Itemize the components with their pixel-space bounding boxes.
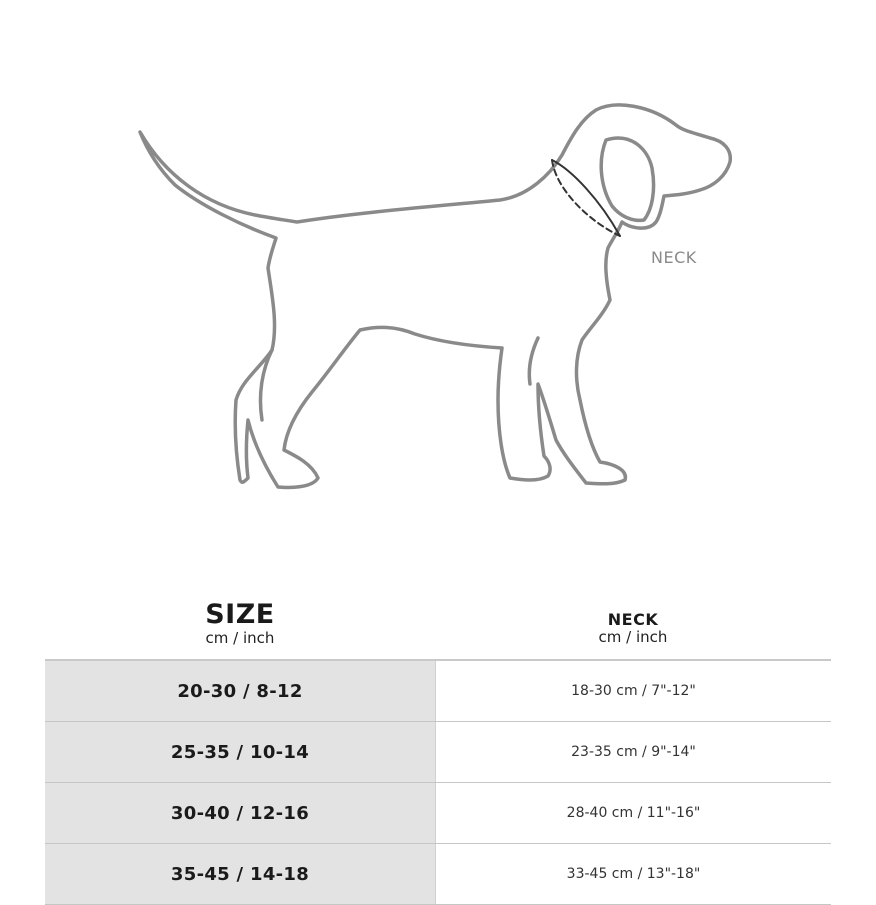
size-cell: 20-30 / 8-12 (45, 661, 435, 721)
neck-measure-marker (552, 160, 620, 236)
size-header-unit: cm / inch (205, 629, 275, 647)
table-row (45, 783, 831, 844)
size-cell: 25-35 / 10-14 (45, 722, 435, 782)
size-chart-table (45, 659, 831, 905)
neck-header-unit: cm / inch (598, 628, 668, 646)
table-row (45, 844, 831, 905)
neck-diagram-label: NECK (651, 248, 697, 267)
dog-body-outline (140, 105, 730, 487)
neck-cell: 28-40 cm / 11"-16" (435, 783, 831, 843)
neck-cell: 33-45 cm / 13"-18" (435, 844, 831, 904)
dog-ear-outline (601, 138, 653, 220)
dog-leg-detail (529, 338, 538, 384)
neck-header-title: NECK (607, 610, 659, 629)
neck-cell: 18-30 cm / 7"-12" (435, 661, 831, 721)
table-row (45, 722, 831, 783)
size-cell: 30-40 / 12-16 (45, 783, 435, 843)
size-column-header (45, 600, 435, 646)
neck-column-header (435, 610, 831, 646)
table-row (45, 661, 831, 722)
size-header-title: SIZE (205, 599, 275, 630)
neck-cell: 23-35 cm / 9"-14" (435, 722, 831, 782)
size-cell: 35-45 / 14-18 (45, 844, 435, 904)
